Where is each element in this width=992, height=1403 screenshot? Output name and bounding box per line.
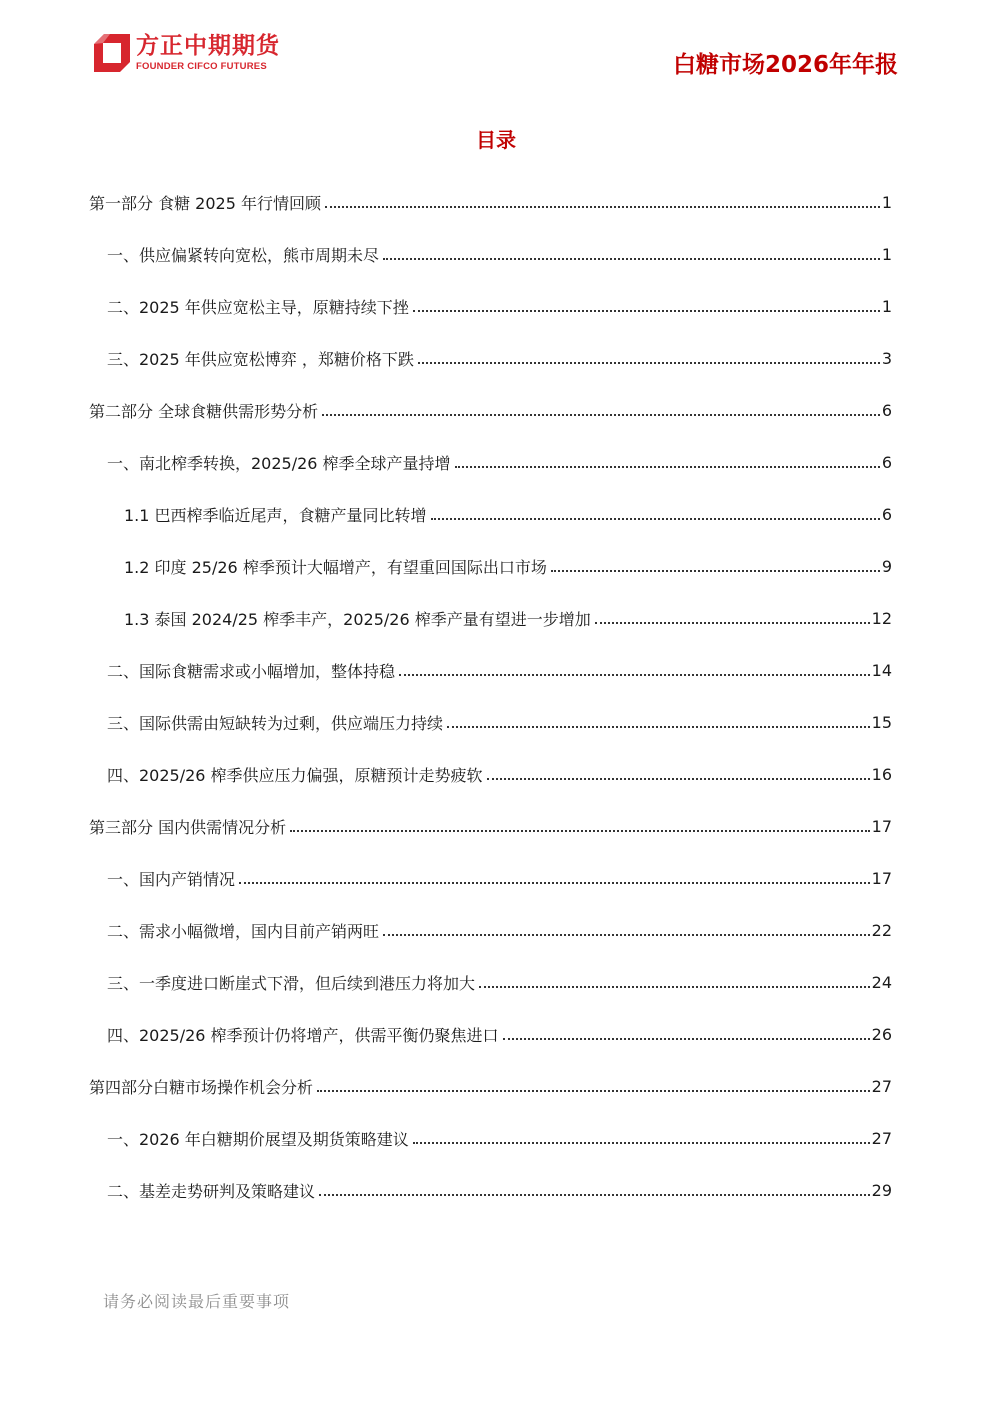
toc-entry[interactable] <box>89 748 892 800</box>
company-logo <box>94 32 294 76</box>
toc-entry-label: 三、国际供需由短缺转为过剩，供应端压力持续 <box>107 711 445 734</box>
toc-entry-label: 第一部分 食糖 2025 年行情回顾 <box>89 191 323 214</box>
toc-entry-page: 26 <box>871 1024 892 1044</box>
table-of-contents <box>89 176 892 1216</box>
toc-entry[interactable] <box>89 956 892 1008</box>
toc-entry-label: 一、供应偏紧转向宽松，熊市周期未尽 <box>107 243 381 266</box>
toc-entry-page: 14 <box>871 660 892 680</box>
toc-entry-page: 24 <box>871 972 892 992</box>
toc-entry-page: 27 <box>871 1076 892 1096</box>
toc-entry-label: 第三部分 国内供需情况分析 <box>89 815 288 838</box>
toc-entry[interactable] <box>89 488 892 540</box>
toc-entry-page: 27 <box>871 1128 892 1148</box>
toc-entry-page: 17 <box>871 868 892 888</box>
dot-leader <box>455 452 880 468</box>
toc-entry[interactable] <box>89 540 892 592</box>
toc-entry[interactable] <box>89 436 892 488</box>
toc-entry-label: 四、2025/26 榨季供应压力偏强，原糖预计走势疲软 <box>107 763 485 786</box>
dot-leader <box>325 192 880 208</box>
toc-entry-page: 6 <box>881 504 892 524</box>
toc-entry-label: 二、需求小幅微增，国内目前产销两旺 <box>107 919 381 942</box>
dot-leader <box>551 556 880 572</box>
toc-entry[interactable] <box>89 696 892 748</box>
toc-entry-page: 6 <box>881 452 892 472</box>
dot-leader <box>431 504 880 520</box>
dot-leader <box>319 1180 870 1196</box>
toc-entry-label: 二、国际食糖需求或小幅增加，整体持稳 <box>107 659 397 682</box>
toc-entry-page: 17 <box>871 816 892 836</box>
toc-entry-label: 一、2026 年白糖期价展望及期货策略建议 <box>107 1127 411 1150</box>
page-header <box>0 0 992 100</box>
toc-entry-label: 二、基差走势研判及策略建议 <box>107 1179 317 1202</box>
toc-entry[interactable] <box>89 1164 892 1216</box>
toc-entry-label: 二、2025 年供应宽松主导，原糖持续下挫 <box>107 295 411 318</box>
toc-entry[interactable] <box>89 280 892 332</box>
toc-entry-page: 6 <box>881 400 892 420</box>
toc-entry[interactable] <box>89 1060 892 1112</box>
toc-entry-label: 第二部分 全球食糖供需形势分析 <box>89 399 320 422</box>
dot-leader <box>487 764 870 780</box>
dot-leader <box>290 816 870 832</box>
toc-entry-label: 一、南北榨季转换，2025/26 榨季全球产量持增 <box>107 451 453 474</box>
toc-entry[interactable] <box>89 644 892 696</box>
toc-entry[interactable] <box>89 384 892 436</box>
logo-name-cn: 方正中期期货 <box>136 33 280 59</box>
report-title: 白糖市场2026年年报 <box>672 52 898 78</box>
toc-entry-label: 1.1 巴西榨季临近尾声，食糖产量同比转增 <box>124 503 429 526</box>
toc-entry-page: 12 <box>871 608 892 628</box>
dot-leader <box>413 1128 870 1144</box>
toc-entry-page: 3 <box>881 348 892 368</box>
toc-entry-page: 29 <box>871 1180 892 1200</box>
toc-entry-page: 22 <box>871 920 892 940</box>
toc-entry[interactable] <box>89 904 892 956</box>
logo-name-en: FOUNDER CIFCO FUTURES <box>136 61 267 72</box>
toc-entry-page: 1 <box>881 192 892 212</box>
toc-entry[interactable] <box>89 1008 892 1060</box>
toc-entry[interactable] <box>89 176 892 228</box>
disclaimer-note: 请务必阅读最后重要事项 <box>103 1292 291 1311</box>
toc-entry[interactable] <box>89 332 892 384</box>
dot-leader <box>503 1024 870 1040</box>
dot-leader <box>399 660 870 676</box>
dot-leader <box>418 348 880 364</box>
toc-entry-label: 三、2025 年供应宽松博弈 ，郑糖价格下跌 <box>107 347 416 370</box>
toc-entry-page: 1 <box>881 296 892 316</box>
dot-leader <box>383 920 870 936</box>
toc-entry-page: 1 <box>881 244 892 264</box>
founder-logo-icon <box>94 34 130 72</box>
dot-leader <box>413 296 880 312</box>
toc-entry-label: 四、2025/26 榨季预计仍将增产，供需平衡仍聚焦进口 <box>107 1023 501 1046</box>
toc-entry-label: 1.2 印度 25/26 榨季预计大幅增产，有望重回国际出口市场 <box>124 555 549 578</box>
toc-entry-page: 9 <box>881 556 892 576</box>
dot-leader <box>479 972 870 988</box>
toc-entry-label: 一、国内产销情况 <box>107 867 237 890</box>
toc-entry[interactable] <box>89 1112 892 1164</box>
toc-title: 目录 <box>476 128 516 152</box>
toc-entry-page: 16 <box>871 764 892 784</box>
dot-leader <box>447 712 870 728</box>
toc-entry[interactable] <box>89 852 892 904</box>
toc-entry-label: 1.3 泰国 2024/25 榨季丰产，2025/26 榨季产量有望进一步增加 <box>124 607 593 630</box>
toc-entry[interactable] <box>89 800 892 852</box>
dot-leader <box>322 400 880 416</box>
dot-leader <box>595 608 870 624</box>
toc-entry-page: 15 <box>871 712 892 732</box>
toc-entry-label: 第四部分白糖市场操作机会分析 <box>89 1075 315 1098</box>
dot-leader <box>239 868 870 884</box>
toc-entry[interactable] <box>89 228 892 280</box>
toc-entry-label: 三、一季度进口断崖式下滑，但后续到港压力将加大 <box>107 971 477 994</box>
dot-leader <box>383 244 880 260</box>
dot-leader <box>317 1076 870 1092</box>
toc-entry[interactable] <box>89 592 892 644</box>
